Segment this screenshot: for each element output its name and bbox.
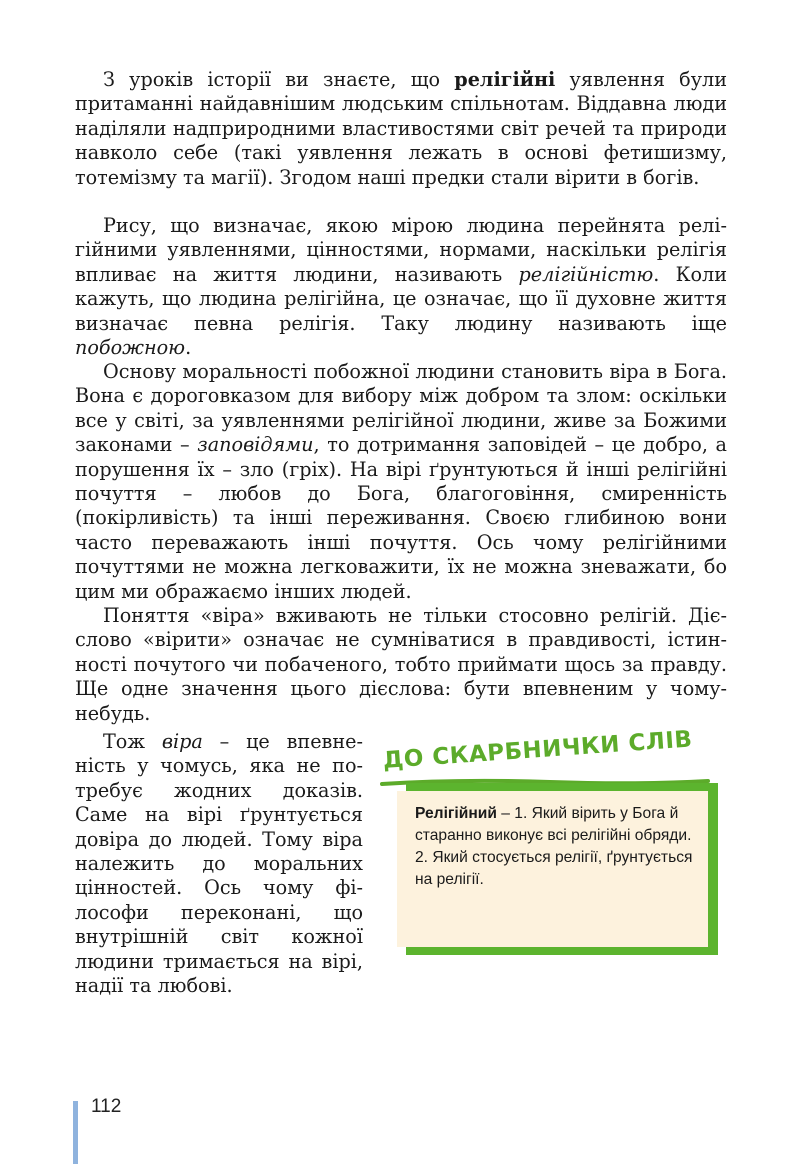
paragraph-text: . xyxy=(185,336,192,360)
paragraph-text: уявлення були притаманні найдавнішим людським спільнотам. Віддавна люди наділяли надприродними властивостями світ речей та природи навколо себе (такі уявлення лежать в основі фетишизму, тотемізму та магії). Згодом наші предки стали вірити в богів. xyxy=(75,68,727,189)
paragraph-text: релігійністю xyxy=(518,262,654,286)
paragraph-text: Рису, що визначає, якою мірою людина перейнята релігійними уявленнями, цінностями, нормами, наскільки релігія впливає на життя людини, називають xyxy=(75,214,727,286)
paragraph-text: Поняття «віра» вживають не тільки стосовно релігій. Дієслово «вірити» означає не сумніватися в правдивості, істинності почутого чи побаченого, тобто приймати щось за правду. Ще одне значення цього дієслова: бути впевненим у чому-небудь. xyxy=(75,604,727,725)
vocab-title: ДО СКАРБНИЧКИ СЛІВ xyxy=(382,726,694,774)
paragraph xyxy=(75,360,727,604)
paragraph-text: Тож xyxy=(103,730,162,753)
page-number: 112 xyxy=(91,1096,122,1117)
paragraph-text: заповідями xyxy=(197,433,314,457)
paragraph xyxy=(75,604,727,726)
paragraph-text: . Коли кажуть, що людина релігійна, це означає, що її духовне життя визначає певна релігія. Таку людину називають іще xyxy=(75,262,728,335)
paragraph-text: віра xyxy=(161,730,203,753)
vocab-definition-text: – 1. Який вірить у Бога й старанно виконує всі релігійні обряди. 2. Який стосується релігії, ґрунтується на релігії. xyxy=(415,805,693,888)
paragraph xyxy=(75,68,727,190)
vocab-term: Релігійний xyxy=(415,805,497,822)
paragraph xyxy=(75,214,727,360)
vocab-box xyxy=(397,791,708,947)
paragraph-text: релігійні xyxy=(454,68,556,91)
paragraph-text: Основу моральності побожної людини становить віра в Бога. Вона є дороговказом для вибору між добром та злом: оскільки все у світі, за уявленнями релігійної людини, живе за Божими законами – xyxy=(75,360,727,457)
paragraph-text: побожною xyxy=(75,336,186,360)
paragraph-text: , то дотримання заповідей – це добро, а порушення їх – зло (гріх). На вірі ґрунтуються й інші релігійні почуття – любов до Бога, благоговіння, смиренність (покірливість) та інші переживання. Своєю глибиною вони часто переважають інші почуття. Ось чому релігійними почуттями не можна легковажити, їх не можна зневажати, бо цим ми ображаємо інших людей. xyxy=(75,433,727,603)
paragraph-text: – це впевненість у чомусь, яка не потребує жодних доказів. Саме на вірі ґрунтується довіра до людей. Тому віра належить до моральних цінностей. Ось чому філософи переконані, що внутрішній світ кожної людини тримається на вірі, надії та любові. xyxy=(75,730,363,998)
page-number-bar xyxy=(73,1101,78,1164)
paragraph-text: З уроків історії ви знаєте, що xyxy=(103,68,455,91)
paragraph xyxy=(75,730,363,998)
vocab-definition xyxy=(415,803,696,891)
